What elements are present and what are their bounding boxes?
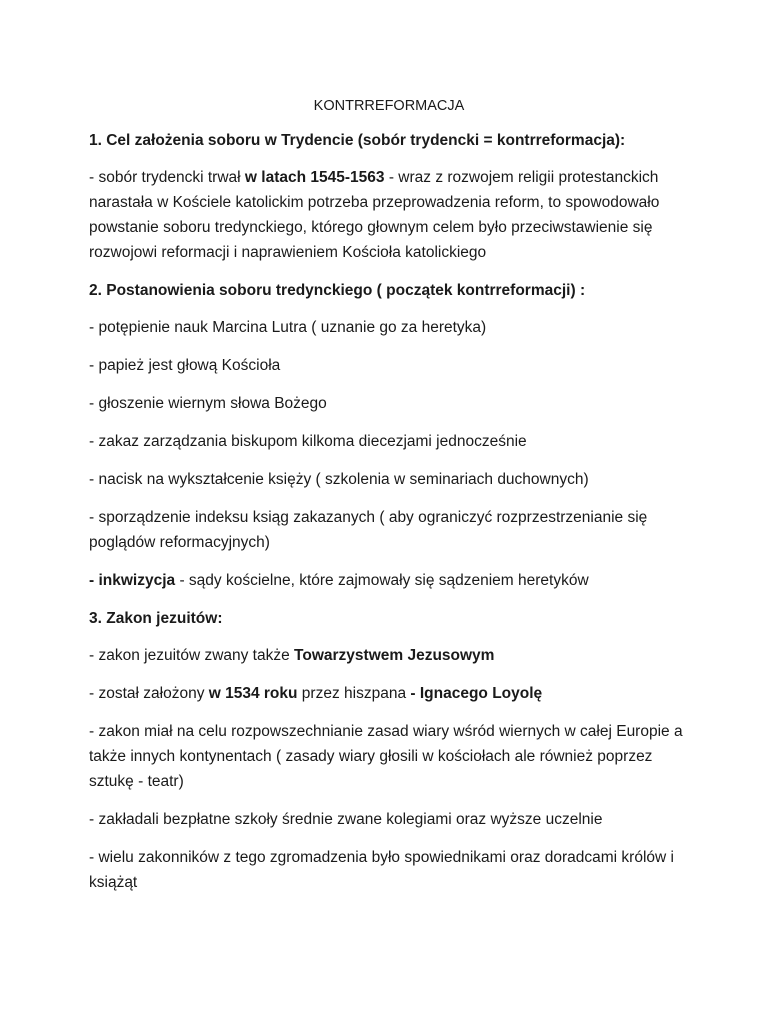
section-heading: 3. Zakon jezuitów: xyxy=(89,610,223,627)
text-run: - potępienie nauk Marcina Lutra ( uznanie go za heretyka) xyxy=(89,319,487,336)
bold-text-run: w latach 1545-1563 xyxy=(244,169,385,186)
bullet-paragraph xyxy=(89,467,689,492)
text-run: - zakon miał na celu rozpowszechnianie zasad wiary wśród wiernych w całej Europie a także innych kontynentach ( zasady wiary głosili w kościołach ale również poprzez sztukę - teatr) xyxy=(89,723,683,790)
bullet-paragraph xyxy=(89,165,689,265)
text-run: - sporządzenie indeksu ksiąg zakazanych ( aby ograniczyć rozprzestrzenianie się poglądów reformacyjnych) xyxy=(89,509,648,551)
text-run: - wielu zakonników z tego zgromadzenia było spowiednikami oraz doradcami królów i książąt xyxy=(89,849,674,891)
text-run: - papież jest głową Kościoła xyxy=(89,357,281,374)
section-heading: 1. Cel założenia soboru w Trydencie (sobór trydencki = kontrreformacja): xyxy=(89,132,626,149)
bullet-paragraph xyxy=(89,429,689,454)
section-heading: 2. Postanowienia soboru tredynckiego ( początek kontrreformacji) : xyxy=(89,282,586,299)
bullet-paragraph xyxy=(89,681,689,706)
bullet-paragraph xyxy=(89,807,689,832)
bullet-paragraph xyxy=(89,568,689,593)
bold-text-run: w 1534 roku xyxy=(208,685,298,702)
bullet-paragraph xyxy=(89,643,689,668)
text-run: - sądy kościelne, które zajmowały się sądzeniem heretyków xyxy=(175,572,589,589)
document-body xyxy=(89,96,689,908)
bold-text-run: - inkwizycja xyxy=(89,572,176,589)
text-run: - wraz z rozwojem religii protestanckich narastała w Kościele katolickim potrzeba przeprowadzenia reform, to spowodowało powstanie soboru tredynckiego, którego głownym celem było przeciwstawienie się rozwojowi reformacji i naprawieniem Kościoła katolickiego xyxy=(89,169,660,261)
bullet-paragraph xyxy=(89,315,689,340)
bold-text-run: Towarzystwem Jezusowym xyxy=(294,647,495,664)
text-run: - zakon jezuitów zwany także xyxy=(89,647,295,664)
bullet-paragraph xyxy=(89,391,689,416)
bullet-paragraph xyxy=(89,719,689,794)
text-run: - głoszenie wiernym słowa Bożego xyxy=(89,395,327,412)
bold-text-run: - Ignacego Loyolę xyxy=(410,685,543,702)
text-run: - nacisk na wykształcenie księży ( szkolenia w seminariach duchownych) xyxy=(89,471,589,488)
text-run: przez hiszpana xyxy=(297,685,411,702)
text-run: - został założony xyxy=(89,685,209,702)
bullet-paragraph xyxy=(89,505,689,555)
text-run: - zakładali bezpłatne szkoły średnie zwane kolegiami oraz wyższe uczelnie xyxy=(89,811,603,828)
bullet-paragraph xyxy=(89,353,689,378)
bullet-paragraph xyxy=(89,845,689,895)
document-title: KONTRREFORMACJA xyxy=(313,98,465,114)
text-run: - sobór trydencki trwał xyxy=(89,169,245,186)
text-run: - zakaz zarządzania biskupom kilkoma diecezjami jednocześnie xyxy=(89,433,527,450)
